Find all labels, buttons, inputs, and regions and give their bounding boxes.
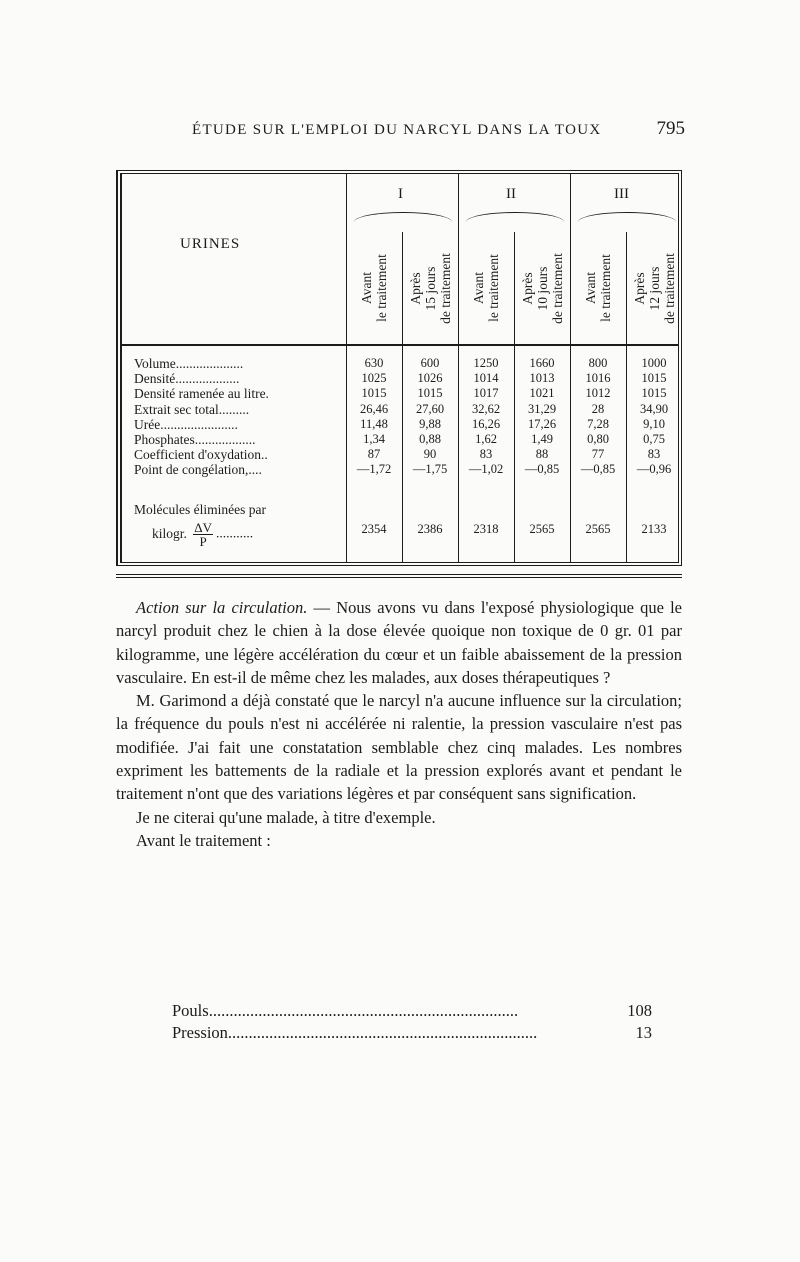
body-text [116, 596, 682, 852]
table-cell: 83 [647, 447, 661, 462]
table-cell: 630 [364, 356, 384, 370]
page-number: 795 [656, 118, 685, 139]
table-bottom-rule [116, 574, 682, 578]
table-cell: 9,10 [643, 416, 665, 431]
table-cell: 1017 [473, 386, 499, 401]
table-cell: 83 [479, 447, 493, 462]
column-header: Après 10 jours de traitement [519, 252, 565, 324]
table-cell: 1,34 [363, 432, 385, 446]
table-cell: 1016 [585, 371, 611, 386]
table-cell: 27,60 [415, 401, 445, 416]
table-cell: 1014 [473, 371, 499, 386]
table-cell: 0,75 [643, 432, 665, 446]
row-label: Point de congélation,.... [134, 462, 262, 478]
table-cell: —1,72 [356, 462, 392, 477]
paragraph: Je ne citerai qu'une malade, à titre d'exemple. [136, 807, 436, 827]
group-label-2: II [506, 186, 516, 202]
table-cell: 1015 [641, 371, 667, 386]
table-cell: 0,80 [587, 432, 609, 446]
table-cell: 1025 [361, 371, 387, 386]
table-cell: 34,90 [639, 401, 669, 416]
table-cell: 87 [367, 447, 381, 462]
table-cell: 1013 [529, 371, 555, 386]
row-label: Phosphates.................. [134, 432, 256, 447]
group-brace [354, 212, 452, 222]
table-cell: 11,48 [360, 416, 388, 431]
group-brace [466, 212, 564, 222]
column-header: Avant le traitement [359, 254, 389, 322]
table-cell: 31,29 [527, 401, 557, 416]
table-cell: 1015 [641, 386, 667, 401]
table-cell: 1015 [361, 386, 387, 401]
table-cell: 26,46 [359, 401, 389, 416]
row-label-molecules: Molécules éliminées par kilogr. $\frac{\Delta V}{P}$ ........... [134, 502, 266, 549]
table-cell: 1250 [473, 356, 499, 370]
table-cell: 2318 [473, 522, 499, 536]
table-cell: 32,62 [471, 401, 501, 416]
table-cell: 9,88 [419, 416, 441, 431]
running-title: ÉTUDE SUR L'EMPLOI DU NARCYL DANS LA TOUX [192, 122, 602, 138]
table-cell: 1021 [529, 386, 555, 401]
paragraph: M. Garimond a déjà constaté que le narcyl n'a aucune influence sur la circulation; la fréquence du pouls n'est ni accélérée ni ralentie, la pression vasculaire n'est pas modifiée. J'ai fait une constatation semblable chez cinq malades. Les nombres expriment les battements de la radiale et la pression explorés avant et pendant le traitement n'ont que des variations légères et par conséquent sans signification. [116, 691, 682, 804]
table-cell: 2354 [361, 522, 387, 536]
row-label: Coefficient d'oxydation.. [134, 447, 268, 463]
urine-table [116, 170, 682, 566]
table-cell: 1000 [641, 356, 667, 370]
table-cell: 1,62 [475, 432, 497, 446]
row-label: Volume.................... [134, 356, 244, 371]
table-cell: 0,88 [419, 432, 441, 446]
table-cell: 1012 [585, 386, 611, 401]
table-cell: —0,85 [524, 462, 560, 477]
column-header: Après 12 jours de traitement [631, 252, 677, 324]
paragraph: Avant le traitement : [136, 830, 271, 850]
table-cell: 1660 [529, 356, 555, 370]
column-header: Après 15 jours de traitement [407, 252, 453, 324]
row-label: Densité ramenée au litre. [134, 386, 269, 402]
table-cell: 1,49 [531, 432, 553, 446]
table-cell: —0,96 [636, 462, 672, 477]
column-header: Avant le traitement [471, 254, 501, 322]
table-cell: 90 [423, 447, 437, 462]
table-cell: —1,02 [468, 462, 504, 477]
table-cell: 2386 [417, 522, 443, 536]
table-cell: 77 [591, 447, 605, 462]
table-cell: 17,26 [527, 416, 557, 431]
table-cell: 2133 [641, 522, 667, 536]
measurement-pression: Pression ........................................................................... 13 [172, 1023, 652, 1042]
table-cell: 2565 [529, 522, 555, 536]
row-label: Urée....................... [134, 416, 238, 432]
running-head [120, 118, 685, 140]
table-cell: 28 [591, 401, 605, 416]
group-label-1: I [398, 186, 403, 202]
table-cell: 7,28 [587, 416, 609, 431]
table-corner-label: URINES [180, 236, 241, 252]
table-cell: 88 [535, 447, 549, 462]
row-label: Extrait sec total......... [134, 401, 250, 417]
paragraph: Action sur la circulation. — Nous avons vu dans l'exposé physiologique que le narcyl produit chez le chien à la dose élevée quoique non toxique de 0 gr. 01 par kilogramme, une légère accélération du cœur et un faible abaissement de la pression vasculaire. En est-il de même chez les malades, aux doses thérapeutiques ? [116, 598, 682, 687]
group-brace [578, 212, 676, 222]
measurement-pouls: Pouls ........................................................................... 108 [172, 1001, 652, 1020]
table-cell: 2565 [585, 522, 611, 536]
table-cell: 1015 [417, 386, 443, 401]
table-cell: 800 [588, 356, 608, 370]
header-rule [122, 344, 678, 346]
group-label-3: III [614, 186, 629, 202]
table-cell: —1,75 [412, 462, 448, 477]
delta-v-over-p: $\frac{\Delta V}{P}$ [194, 520, 213, 549]
column-header: Avant le traitement [583, 254, 613, 322]
row-label: Densité................... [134, 371, 240, 387]
table-cell: 16,26 [471, 416, 501, 431]
table-cell: 1026 [417, 371, 443, 386]
table-cell: 600 [420, 356, 440, 370]
table-cell: —0,85 [580, 462, 616, 477]
